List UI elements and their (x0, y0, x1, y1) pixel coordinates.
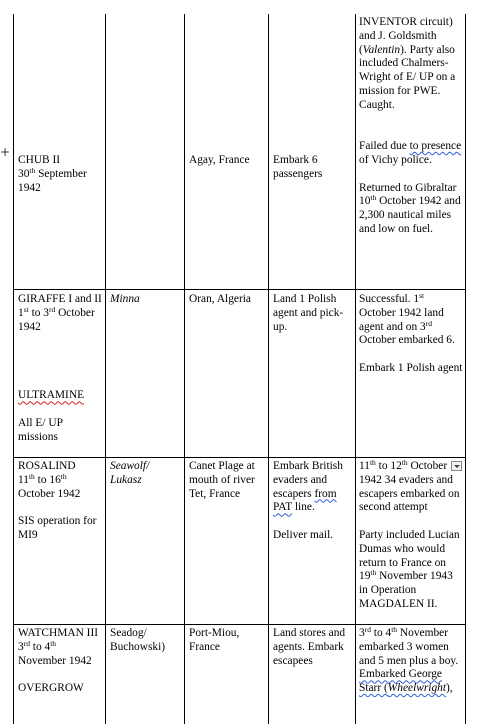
row-divider (13, 289, 465, 290)
column-divider (355, 14, 356, 724)
operation-date: 30th September 1942 (18, 165, 87, 194)
table-cell-notes (359, 16, 463, 237)
table-cell-task: Embark 6 passengers (273, 154, 323, 180)
notes-text: 11th to 12th October 1942 34 evaders and escapers embarked on second attempt (359, 458, 460, 514)
notes-text: INVENTOR circuit) and J. Goldsmith (Valentin). Party also included Chalmers-Wright of E/ UP on a mission for PWE. Caught. (359, 16, 456, 111)
table-cell-task: Land 1 Polish agent and pick-up. (273, 293, 344, 333)
table-cell-location: Agay, France (189, 154, 250, 166)
table-border-right (465, 14, 466, 724)
task-text: Deliver mail. (273, 528, 334, 541)
table-cell-location: Canet Plage at mouth of river Tet, France (189, 460, 255, 500)
row-insert-marker[interactable]: + (0, 145, 11, 159)
notes-text: Successful. 1st October 1942 land agent and on 3rd October embarked 6. (359, 291, 455, 347)
operation-name: WATCHMAN III (18, 627, 99, 639)
operation-note: All E/ UP missions (18, 416, 63, 443)
sub-operation-name: ULTRAMINE (18, 389, 85, 402)
operation-note: SIS operation for MI9 (18, 515, 97, 541)
column-divider (184, 14, 185, 724)
table-cell-vessel: Seawolf/ Lukasz (110, 460, 150, 486)
table-cell-task (273, 460, 353, 543)
table-cell-operation (18, 627, 102, 696)
operation-date: 1st to 3rd October 1942 (18, 304, 95, 333)
notes-text: Embark 1 Polish agent (359, 361, 463, 374)
table-cell-operation (18, 154, 102, 195)
notes-text: Embarked George Starr (Wheelwright), (359, 668, 453, 695)
notes-text: Failed due to presence of Vichy police. (359, 140, 462, 166)
table-cell-notes (359, 460, 463, 612)
table-cell-vessel: Minna (110, 293, 140, 305)
operation-date: 3rd to 4th November 1942 (18, 638, 92, 667)
notes-text: Returned to Gibraltar 10th October 1942 and 2,300 nautical miles and low on fuel. (359, 181, 461, 235)
operation-date: 11th to 16th October 1942 (18, 471, 81, 500)
notes-text: Party included Lucian Dumas who would return to France on 19th November 1943 in Operation MAGDALEN II. (359, 528, 460, 610)
operation-name: ROSALIND (18, 460, 76, 472)
operation-name: CHUB II (18, 154, 61, 166)
row-divider (13, 457, 465, 458)
table-cell-vessel: Seadog/ Buchowski) (110, 627, 166, 653)
task-text: Embark British evaders and escapers from PAT line. (273, 460, 343, 514)
cell-options-dropdown-icon[interactable] (451, 461, 462, 471)
table-cell-task: Land stores and agents. Embark escapees (273, 627, 346, 667)
sub-operation-name: OVERGROW (18, 682, 84, 695)
table-cell-location: Port-Miou, France (189, 627, 240, 653)
table-cell-notes (359, 293, 463, 376)
table-border-left (13, 14, 14, 724)
table-cell-operation (18, 293, 102, 445)
row-divider (13, 624, 465, 625)
table-cell-notes (359, 627, 463, 696)
operation-name: GIRAFFE I and II (18, 293, 102, 305)
table-cell-location: Oran, Algeria (189, 293, 251, 305)
column-divider (105, 14, 106, 724)
table-cell-operation (18, 460, 102, 543)
column-divider (268, 14, 269, 724)
notes-text: 3rd to 4th November embarked 3 women and 5 men plus a boy. (359, 625, 459, 667)
